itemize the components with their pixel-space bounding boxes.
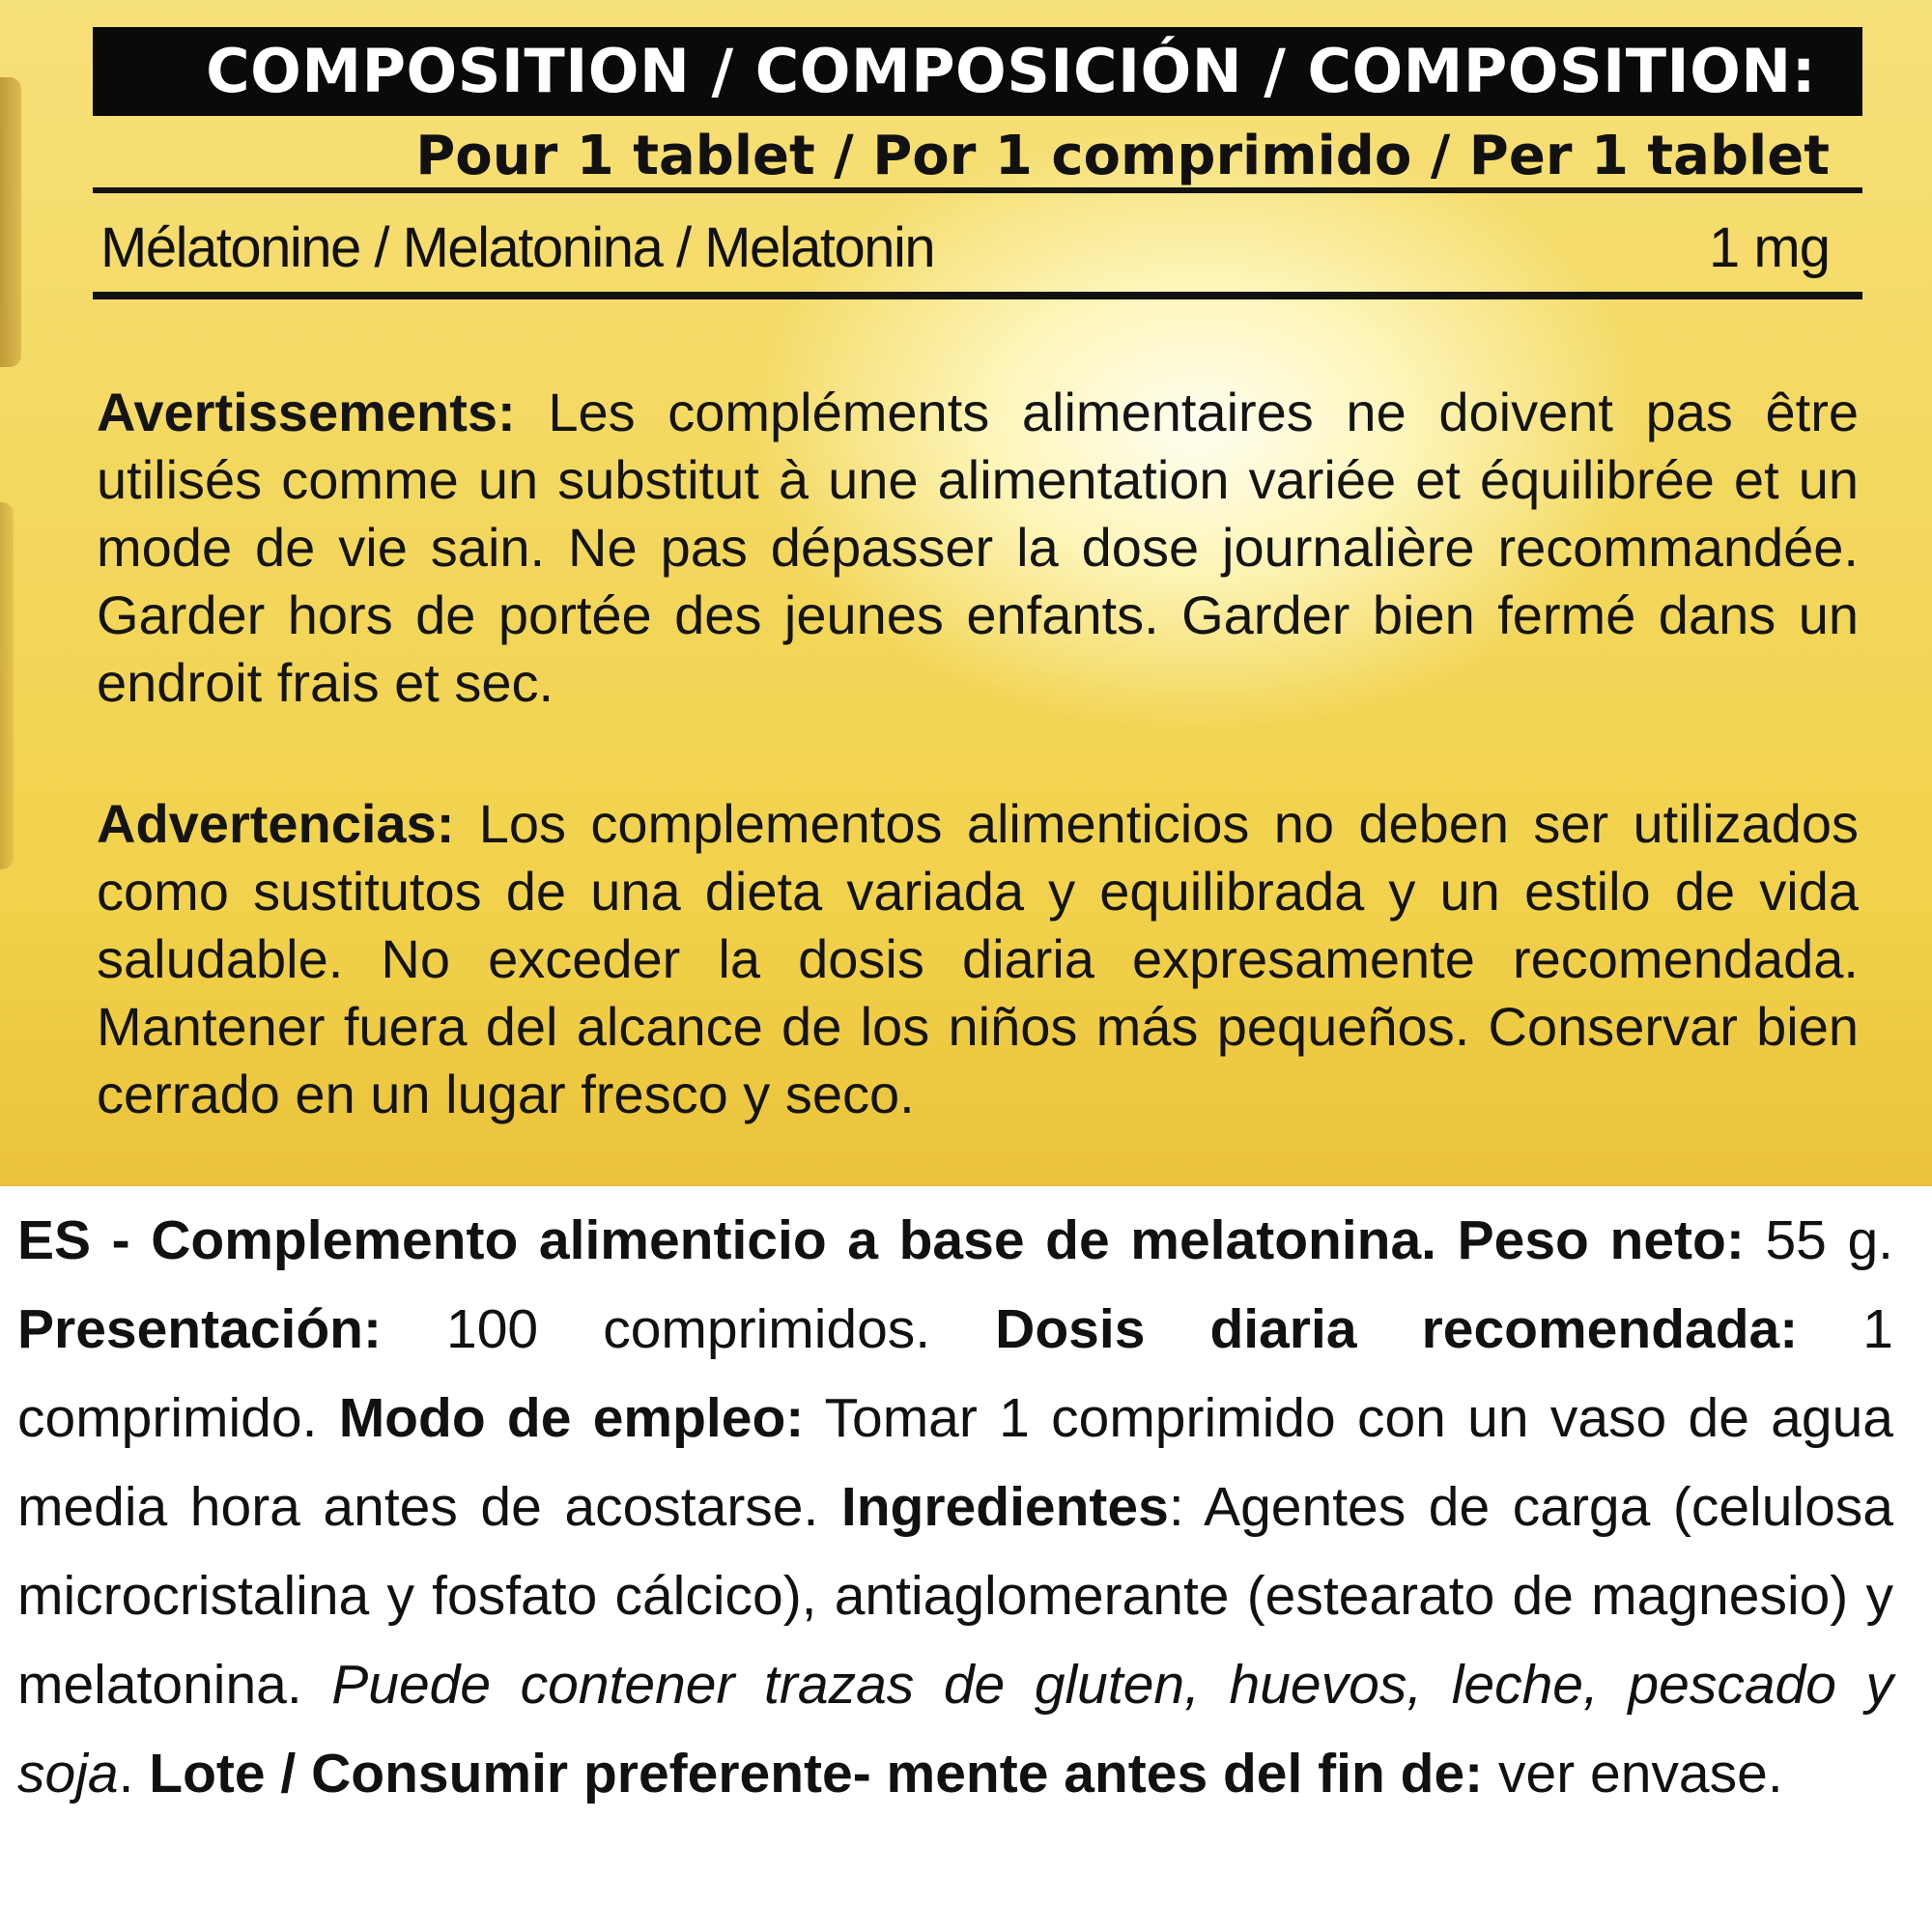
es-dose-value: 1 comprimido. (17, 1298, 1893, 1449)
es-presentation-value: 100 comprimidos. (446, 1298, 931, 1360)
warnings-spanish (97, 790, 1859, 1128)
es-ingredients-label: Ingredientes (840, 1476, 1169, 1538)
warnings-french-label: Avertissements: (97, 382, 516, 442)
warnings-spanish-text: Los complementos alimenticios no deben ser utilizados como sustitutos de una dieta variada y equilibrada y un estilo de vida saludable. No exceder la dosis diaria expresamente recomendada. Mantener fuera del alcance de los niños más pequeños. Conservar bien cerrado en un lugar fresco y seco. (97, 793, 1860, 1124)
per-serving-row: Pour 1 tablet / Por 1 comprimido / Per 1 tablet (93, 120, 1862, 193)
ingredient-amount: 1 mg (1709, 216, 1830, 279)
es-lot-label: Lote / Consumir preferente- mente antes del fin de: (149, 1743, 1484, 1804)
package-edge-shade (0, 77, 21, 367)
es-intro: ES - Complemento alimenticio a base de melatonina. Peso neto: (17, 1209, 1745, 1271)
warnings-french-text: Les compléments alimentaires ne doivent pas être utilisés comme un substitut à une alimentation variée et équilibrée et un mode de vie sain. Ne pas dépasser la dose journalière recommandée. Garder hors de portée des jeunes enfants. Garder bien fermé dans un endroit frais et sec. (97, 382, 1859, 713)
spanish-product-info (17, 1196, 1893, 1818)
es-usage-value: Tomar 1 comprimido con un vaso de agua media hora antes de acostarse. (17, 1387, 1893, 1538)
warnings-french (97, 379, 1859, 717)
es-traces-end: . (118, 1743, 134, 1804)
es-lot-value: ver envase. (1498, 1743, 1783, 1804)
composition-header: COMPOSITION / COMPOSICIÓN / COMPOSITION: (93, 27, 1862, 116)
ingredient-row (93, 207, 1862, 299)
es-usage-label: Modo de empleo: (338, 1387, 805, 1449)
es-presentation-label: Presentación: (17, 1298, 382, 1360)
es-net-weight: 55 g. (1765, 1209, 1893, 1271)
es-ingredients-value: : Agentes de carga (celulosa microcristalina y fosfato cálcico), antiaglomerante (estearato de magnesio) y melatonina. (17, 1476, 1893, 1716)
es-traces: Puede contener trazas de gluten, huevos, leche, pescado y soja (17, 1654, 1893, 1804)
ingredient-name: Mélatonine / Melatonina / Melatonin (100, 216, 935, 279)
es-dose-label: Dosis diaria recomendada: (995, 1298, 1799, 1360)
warnings-spanish-label: Advertencias: (97, 793, 455, 854)
package-edge-shade-lower (0, 502, 14, 869)
